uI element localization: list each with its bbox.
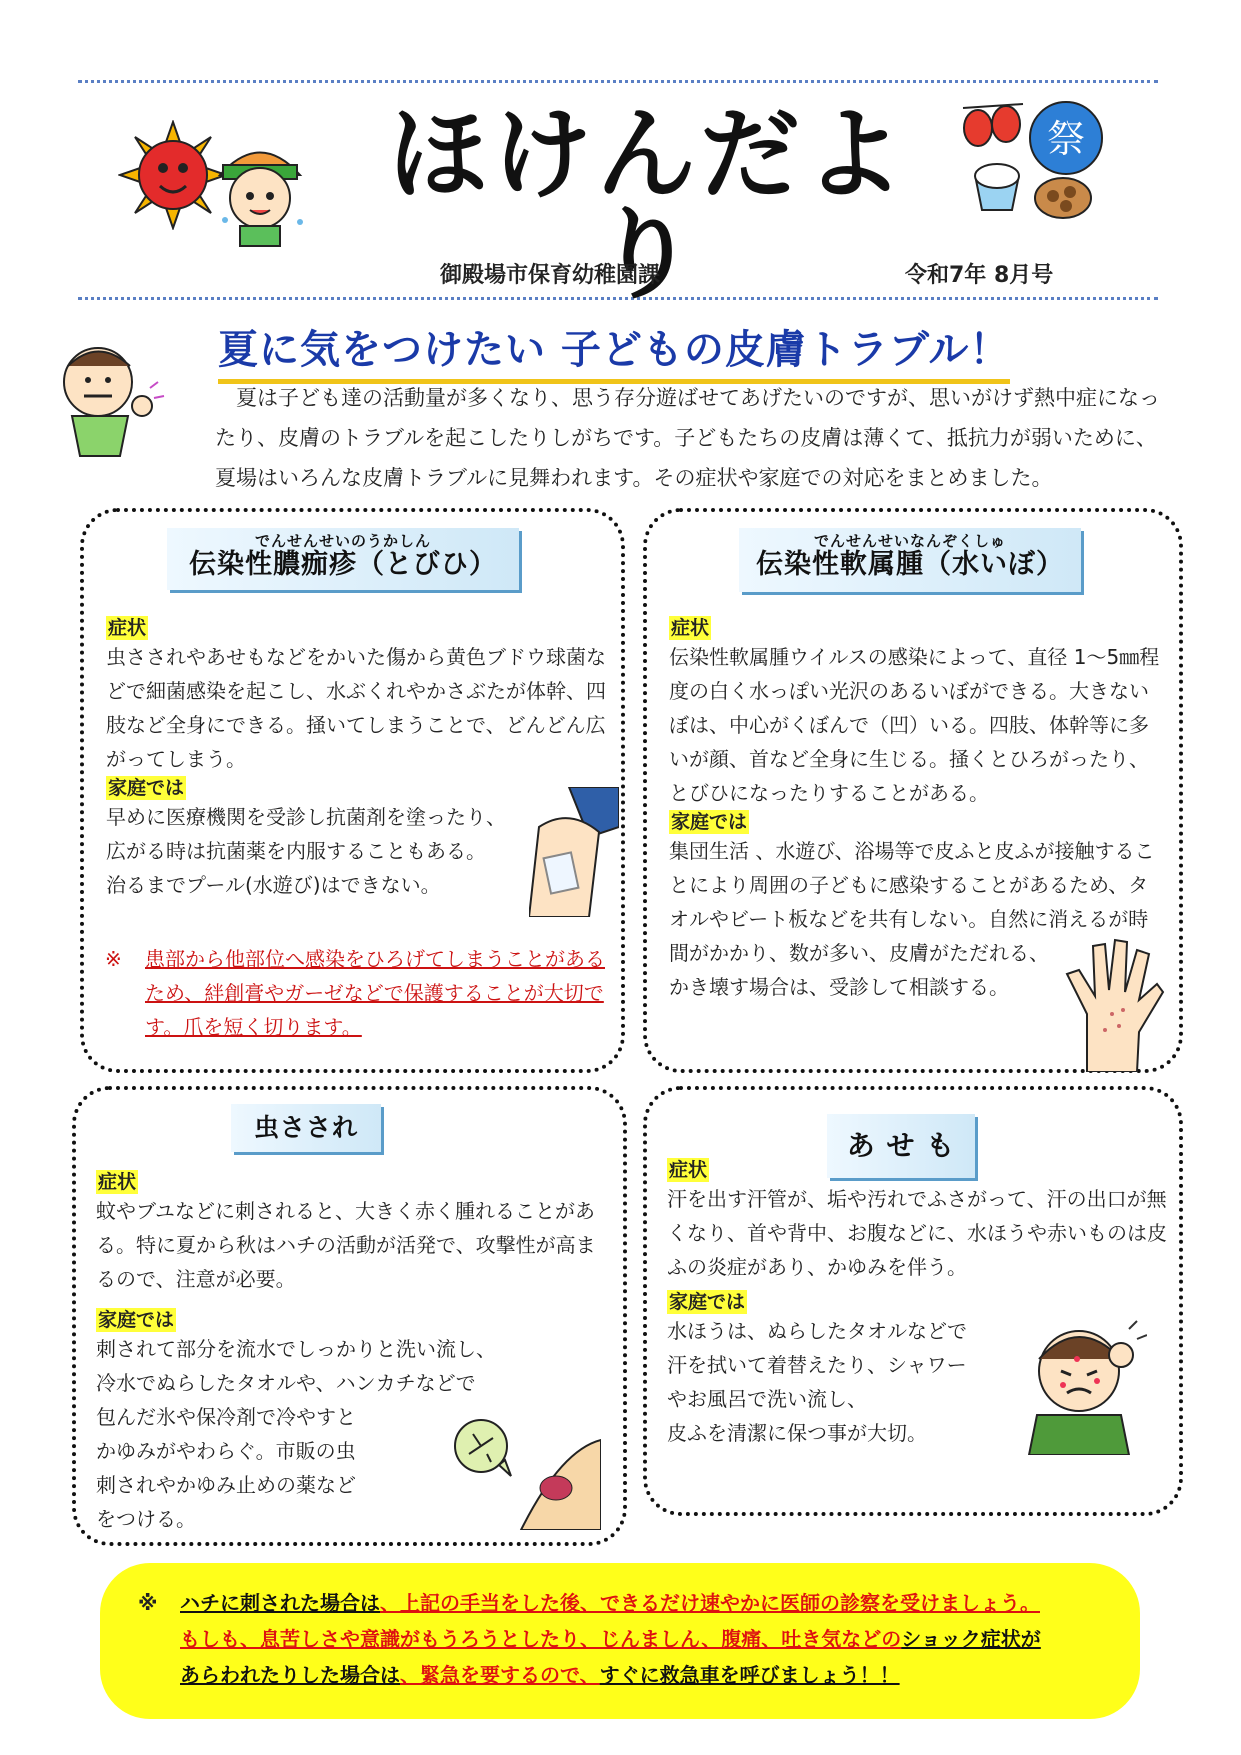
header-top-rule	[78, 80, 1158, 83]
feature-headline: 夏に気をつけたい 子どもの皮膚トラブル！	[218, 318, 1010, 384]
warning-part: すぐに救急車を呼びましょう！！	[599, 1663, 900, 1687]
warning-part: 、緊急を要するので、	[400, 1663, 600, 1687]
insect-bite-symptom-label: 症状	[98, 1171, 137, 1193]
insect-bite-symptom-text: 蚊やブユなどに刺されると、大きく赤く腫れることがある。特に夏から秋はハチの活動が活発で、攻撃性が高まるので、注意が必要。	[96, 1199, 596, 1291]
insect-bite-symptom-section	[96, 1170, 608, 1296]
insect-bite-home-line: 包んだ氷や保冷剤で冷やすと	[96, 1405, 356, 1429]
insect-bite-home-line: をつける。	[96, 1507, 196, 1531]
molluscum-box	[643, 508, 1183, 1073]
heat-rash-home-line: やお風呂で洗い流し、	[667, 1387, 867, 1411]
molluscum-symptom-text: 伝染性軟属腫ウイルスの感染によって、直径 1～5㎜程度の白く水っぽい光沢のあるいぼができる。大きないぼは、中心がくぼんで（凹）いる。四肢、体幹等に多いが顔、首など全身に生じる。掻くとひろがったり、とびひになったりすることがある。	[669, 645, 1160, 805]
warning-text	[180, 1585, 1140, 1693]
insect-bite-home-line: かゆみがやわらぐ。市販の虫	[96, 1439, 356, 1463]
molluscum-symptom-section	[669, 616, 1164, 810]
heat-rash-symptom-label: 症状	[669, 1159, 708, 1181]
impetigo-home-line: 広がる時は抗菌薬を内服することもある。	[106, 839, 486, 863]
festival-sign: 祭	[1046, 117, 1086, 161]
warning-part: 、上記の手当をした後、できるだけ速やかに医師の診察を受けましょう。	[380, 1591, 1040, 1615]
mosquito-bite-icon	[451, 1410, 601, 1530]
warning-part: ハチに刺された場合は	[180, 1591, 380, 1615]
newsletter-title: ほけんだより	[388, 96, 908, 313]
insect-bite-home-line: 刺されて部分を流水でしっかりと洗い流し、	[96, 1337, 496, 1361]
warning-part: あらわれたりした場合は	[180, 1663, 400, 1687]
heat-rash-home-line: 水ほうは、ぬらしたタオルなどで	[667, 1319, 967, 1343]
hand-with-warts-icon	[1057, 934, 1167, 1072]
heat-rash-name: あ せ も	[846, 1129, 956, 1162]
molluscum-home-label: 家庭では	[671, 811, 748, 833]
heat-rash-home-label: 家庭では	[669, 1291, 746, 1313]
molluscum-ruby: でんせんせいなんぞくしゅ	[813, 532, 1006, 550]
heat-rash-home-line: 皮ふを清潔に保つ事が大切。	[667, 1421, 927, 1445]
impetigo-note-text: 患部から他部位へ感染をひろげてしまうことがあるため、絆創膏やガーゼなどで保護することが大切です。爪を短く切ります。	[145, 947, 605, 1039]
warning-mark: ※	[138, 1591, 158, 1615]
molluscum-home-last: かき壊す場合は、受診して相談する。	[669, 975, 1009, 999]
insect-bite-box	[72, 1086, 627, 1546]
insect-bite-title-pill	[231, 1104, 381, 1152]
impetigo-home-label: 家庭では	[108, 777, 185, 799]
bandaged-knee-icon	[529, 787, 619, 917]
insect-bite-home-label: 家庭では	[98, 1309, 175, 1331]
warning-part: ショック症状が	[901, 1627, 1041, 1651]
impetigo-name: 伝染性膿痂疹（とびひ）	[189, 549, 497, 580]
itchy-child-icon	[1017, 1315, 1147, 1455]
child-sweating-icon	[205, 130, 315, 248]
heat-rash-home-line: 汗を拭いて着替えたり、シャワー	[667, 1353, 967, 1377]
impetigo-home-line: 早めに医療機関を受診し抗菌剤を塗ったり、	[106, 805, 506, 829]
molluscum-symptom-label: 症状	[671, 617, 710, 639]
impetigo-symptom-section	[106, 616, 606, 776]
heat-rash-box	[643, 1086, 1183, 1516]
insect-bite-home-line: 冷水でぬらしたタオルや、ハンカチなどで	[96, 1371, 476, 1395]
heat-rash-symptom-section	[667, 1158, 1167, 1284]
note-mark: ※	[105, 947, 122, 971]
insect-bite-name: 虫さされ	[253, 1113, 358, 1142]
festival-fan-icon	[958, 100, 1108, 230]
child-scratching-icon	[50, 332, 170, 462]
impetigo-home-line: 治るまでプール(水遊び)はできない。	[106, 873, 441, 897]
molluscum-name: 伝染性軟属腫（水いぼ）	[756, 549, 1064, 580]
issue-date: 令和7年 8月号	[905, 263, 1054, 288]
insect-bite-home-line: 刺されやかゆみ止めの薬など	[96, 1473, 356, 1497]
warning-part: もしも、息苦しさや意識がもうろうとしたり、じんましん、腹痛、吐き気などの	[180, 1627, 902, 1651]
impetigo-ruby: でんせんせいのうかしん	[254, 532, 431, 550]
heat-rash-home-section	[667, 1290, 987, 1450]
molluscum-title-pill	[739, 528, 1081, 592]
heat-rash-symptom-text: 汗を出す汗管が、垢や汚れでふさがって、汗の出口が無くなり、首や背中、お腹などに、水ほうや赤いものは皮ふの炎症があり、かゆみを伴う。	[667, 1187, 1167, 1279]
impetigo-symptom-label: 症状	[108, 617, 147, 639]
bee-sting-warning	[100, 1563, 1140, 1719]
impetigo-home-section	[106, 776, 526, 902]
intro-paragraph: 夏は子ども達の活動量が多くなり、思う存分遊ばせてあげたいのですが、思いがけず熱中症になったり、皮膚のトラブルを起こしたりしがちです。子どもたちの皮膚は薄くて、抵抗力が弱いために、夏場はいろんな皮膚トラブルに見舞われます。その症状や家庭での対応をまとめました。	[215, 386, 1160, 490]
impetigo-symptom-text: 虫さされやあせもなどをかいた傷から黄色ブドウ球菌などで細菌感染を起こし、水ぶくれやかさぶたが体幹、四肢など全身にできる。掻いてしまうことで、どんどん広がってしまう。	[106, 645, 606, 771]
impetigo-title-pill	[167, 528, 519, 590]
molluscum-home-text: 集団生活 、水遊び、浴場等で皮ふと皮ふが接触することにより周囲の子どもに感染することがあるため、タオルやビート板などを共有しない。自然に消えるが時間がかかり、数が多い、皮膚がただれる、	[669, 839, 1155, 965]
organization-name: 御殿場市保育幼稚園課	[440, 263, 661, 288]
